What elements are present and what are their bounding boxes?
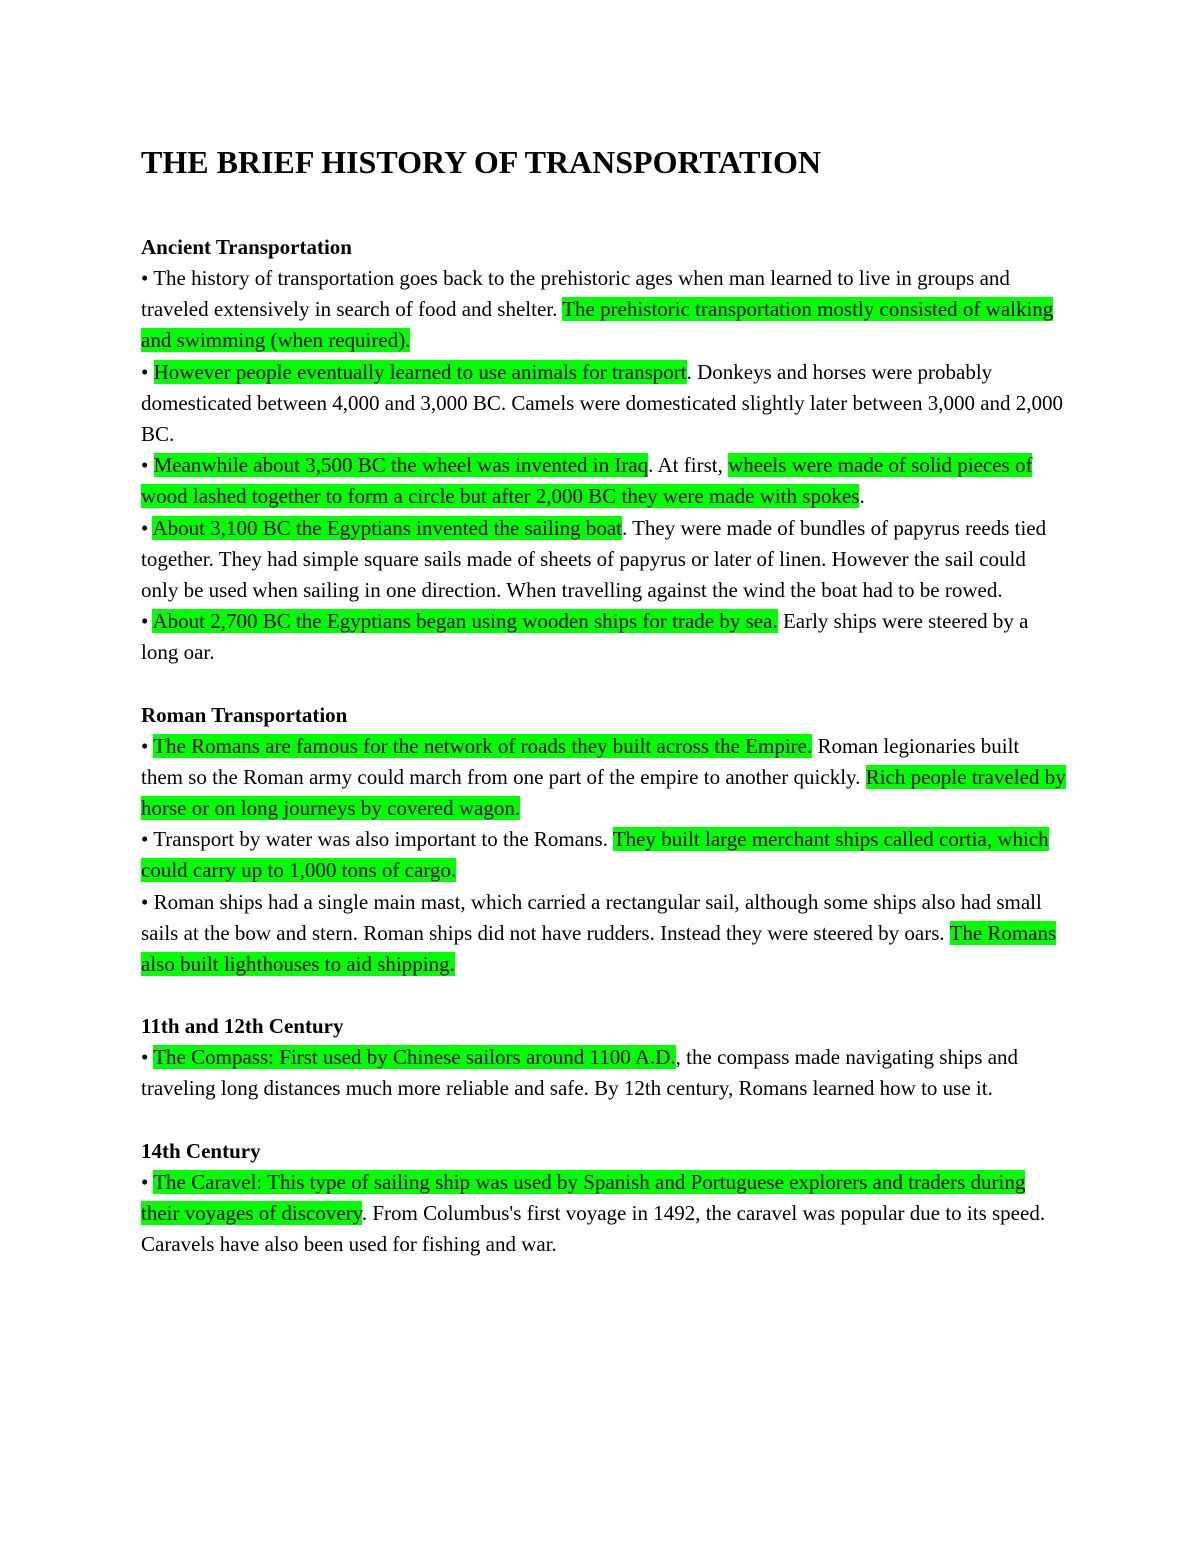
bullet-paragraph: [141, 1167, 1066, 1261]
highlighted-text: The Caravel: This type of sailing ship was used by Spanish and Portuguese explorers and traders during their voyages of discovery: [141, 1169, 1026, 1225]
bullet-paragraph: [141, 1042, 1066, 1104]
body-text: •: [141, 1045, 154, 1070]
highlighted-text: However people eventually learned to use animals for transport: [153, 359, 687, 384]
section-heading: Ancient Transportation: [141, 235, 352, 259]
document-title: THE BRIEF HISTORY OF TRANSPORTATION: [141, 144, 821, 180]
bullet-paragraph: [141, 731, 1066, 825]
highlighted-text: About 3,100 BC the Egyptians invented the sailing boat: [152, 515, 622, 540]
body-text: •: [141, 609, 153, 634]
body-text: . At first,: [648, 453, 729, 478]
body-text: •: [141, 515, 153, 540]
section-heading: 14th Century: [141, 1138, 261, 1163]
body-text: •: [141, 266, 154, 290]
highlighted-text: The Romans also built lighthouses to aid shipping.: [141, 920, 1057, 977]
bullet-paragraph: [141, 824, 1066, 886]
body-text: • Roman ships had a single main mast, which carried a rectangular sail, although some ships also had small sails at the bow and stern. Roman ships did not have rudders. Instead they were steered by oars.: [141, 889, 1042, 945]
highlighted-text: About 2,700 BC the Egyptians began using wooden ships for trade by sea.: [152, 609, 778, 634]
bullet-paragraph: [141, 606, 1066, 668]
highlighted-text: wheels were made of solid pieces of wood lashed together to form a circle but after 2,000 BC they were made with spokes: [141, 453, 1033, 509]
section-heading: 11th and 12th Century: [141, 1014, 344, 1039]
highlighted-text: The Romans are famous for the network of roads they built across the Empire.: [153, 733, 813, 758]
bullet-paragraph: [141, 450, 1066, 512]
body-text: •: [141, 1169, 154, 1194]
highlighted-text: Rich people traveled by horse or on long journeys by covered wagon.: [141, 764, 1066, 821]
bullet-paragraph: [141, 887, 1066, 981]
section: [141, 232, 1066, 669]
body-text: .: [859, 484, 865, 509]
document-page: [141, 140, 1066, 1291]
bullet-paragraph: [141, 513, 1066, 607]
document-body: [141, 232, 1066, 1260]
body-text: . Donkeys and horses were probably domesticated between 4,000 and 3,000 BC. Camels were domesticated slightly later between 3,000 and 2,000 BC.: [141, 359, 1064, 447]
section: [141, 700, 1066, 981]
body-text: •: [141, 733, 154, 758]
body-text: . From Columbus's first voyage in 1492, the caravel was popular due to its speed. Caravels have also been used for fishing and war.: [141, 1200, 1046, 1257]
highlighted-text: Meanwhile about 3,500 BC the wheel was invented in Iraq: [153, 453, 649, 478]
body-text: • Transport by water was also important to the Romans.: [141, 827, 613, 852]
body-text: •: [141, 453, 154, 478]
body-text: The history of transportation goes back to the prehistoric ages when man learned to live in groups and traveled extensively in search of food and shelter.: [141, 266, 1010, 322]
section-heading: Roman Transportation: [141, 702, 348, 727]
bullet-paragraph: [141, 263, 1066, 357]
section: [141, 1136, 1066, 1261]
body-text: •: [141, 359, 154, 384]
highlighted-text: The prehistoric transportation mostly consisted of walking and swimming (when required).: [141, 297, 1054, 353]
highlighted-text: They built large merchant ships called cortia, which could carry up to 1,000 tons of cargo.: [141, 827, 1049, 883]
highlighted-text: The Compass: First used by Chinese sailors around 1100 A.D.: [153, 1045, 676, 1070]
body-text: Roman legionaries built them so the Roman army could march from one part of the empire to another quickly.: [141, 733, 1020, 789]
bullet-paragraph: [141, 357, 1066, 451]
section: [141, 1011, 1066, 1104]
body-text: Early ships were steered by a long oar.: [141, 609, 1029, 665]
body-text: . They were made of bundles of papyrus reeds tied together. They had simple square sails made of sheets of papyrus or later of linen. However the sail could only be used when sailing in one direction. When travelling against the wind the boat had to be rowed.: [141, 515, 1047, 603]
body-text: , the compass made navigating ships and traveling long distances much more reliable and safe. By 12th century, Romans learned how to use it.: [141, 1045, 1019, 1101]
